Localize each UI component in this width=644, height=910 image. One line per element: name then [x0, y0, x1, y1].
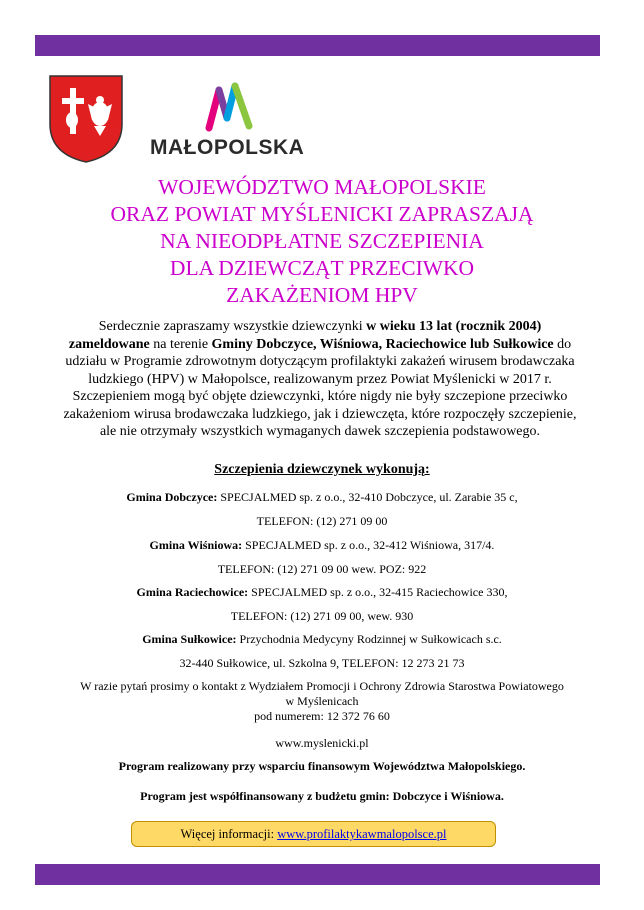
intro-text: Serdecznie zapraszamy wszystkie dziewczynki — [98, 319, 367, 334]
funding-note-gminy: Program jest współfinansowany z budżetu gmin: Dobczyce i Wiśniowa. — [140, 789, 504, 803]
bottom-purple-bar — [35, 864, 600, 885]
gmina-text: SPECJALMED sp. z o.o., 32-415 Raciechowice 330, — [248, 585, 508, 599]
headline-line: ORAZ POWIAT MYŚLENICKI ZAPRASZAJĄ — [110, 202, 534, 226]
providers-heading: Szczepienia dziewczynek wykonują: — [214, 462, 430, 477]
website-text: www.myslenicki.pl — [275, 736, 369, 750]
intro-paragraph — [60, 318, 580, 441]
top-purple-bar — [35, 35, 600, 56]
gmina-label: Gmina Dobczyce: — [126, 490, 218, 504]
headline-line: NA NIEODPŁATNE SZCZEPIENIA — [160, 229, 484, 253]
contact-phone: pod numerem: 12 372 76 60 — [254, 709, 390, 723]
logo-wordmark: MAŁOPOLSKA — [150, 136, 305, 159]
gmina-dobczyce-address — [0, 490, 644, 505]
gmina-label: Gmina Raciechowice: — [136, 585, 249, 599]
intro-age-emphasis: w wieku 13 lat (rocznik 2004) zameldowane — [68, 319, 542, 352]
gmina-raciechowice-phone: TELEFON: (12) 271 09 00, wew. 930 — [230, 609, 414, 623]
gmina-wisniowa-phone: TELEFON: (12) 271 09 00 wew. POZ: 922 — [217, 562, 427, 576]
funding-note-wojewodztwo: Program realizowany przy wsparciu finansowym Województwa Małopolskiego. — [118, 759, 526, 773]
intro-gminy-emphasis: Gminy Dobczyce, Wiśniowa, Raciechowice lub Sułkowice — [211, 336, 554, 352]
gmina-sulkowice-phone: 32-440 Sułkowice, ul. Szkolna 9, TELEFON: 12 273 21 73 — [179, 656, 465, 670]
myslenice-coat-of-arms-icon — [48, 74, 124, 164]
headline-line: ZAKAŻENIOM HPV — [226, 283, 418, 307]
intro-text: do udziału w Programie zdrowotnym dotyczącym profilaktyki zakażeń wirusem brodawczaka ludzkiego (HPV) w Małopolsce, realizowanym przez Powiat Myślenicki w 2017 r. Szczepieniem mogą być objęte dziewczynki, które nigdy nie były szczepione przeciwko zakażeniom wirusa brodawczaka ludzkiego, jak i dziewczęta, które rozpoczęły szczepienie, ale nie otrzymały wszystkich wymaganych dawek szczepienia podstawowego. — [63, 336, 577, 439]
headline — [30, 174, 614, 309]
gmina-text: SPECJALMED sp. z o.o., 32-410 Dobczyce, ul. Zarabie 35 c, — [217, 490, 518, 504]
more-info-link[interactable]: www.profilaktykawmalopolsce.pl — [277, 827, 447, 841]
gmina-label: Gmina Wiśniowa: — [149, 538, 243, 552]
contact-text: W razie pytań prosimy o kontakt z Wydziałem Promocji i Ochrony Zdrowia Starostwa Powiatowego w Myślenicach — [80, 679, 564, 708]
headline-line: DLA DZIEWCZĄT PRZECIWKO — [169, 256, 475, 280]
more-info-box — [131, 821, 496, 847]
gmina-text: SPECJALMED sp. z o.o., 32-412 Wiśniowa, 317/4. — [242, 538, 495, 552]
headline-line: WOJEWÓDZTWO MAŁOPOLSKIE — [158, 175, 486, 199]
more-info-label: Więcej informacji: — [180, 827, 278, 841]
gmina-sulkowice-address — [0, 632, 644, 647]
gmina-text: Przychodnia Medycyny Rodzinnej w Sułkowicach s.c. — [236, 632, 502, 646]
gmina-wisniowa-address — [0, 538, 644, 553]
gmina-label: Gmina Sułkowice: — [142, 632, 237, 646]
contact-info — [80, 679, 564, 724]
malopolska-logo — [150, 80, 310, 162]
intro-text: na terenie — [149, 336, 212, 352]
gmina-dobczyce-phone: TELEFON: (12) 271 09 00 — [256, 514, 388, 528]
gmina-raciechowice-address — [0, 585, 644, 600]
malopolska-m-icon — [205, 80, 255, 132]
